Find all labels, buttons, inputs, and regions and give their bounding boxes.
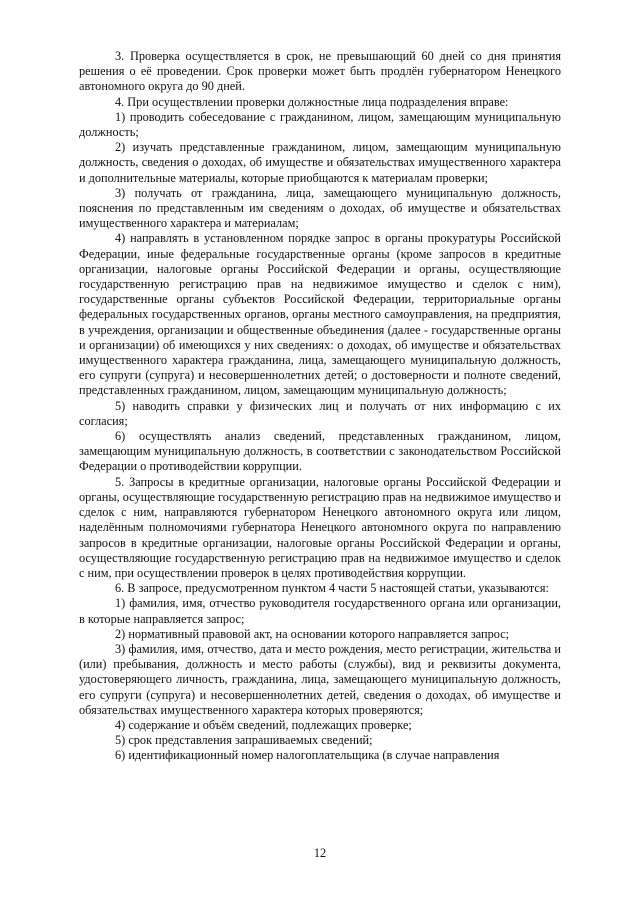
paragraph: 2) изучать представленные гражданином, лицом, замещающим муниципальную должность, сведения о доходах, об имуществе и обязательствах имущественного характера и дополнительные материалы, которые приобщаются к материалам проверки; xyxy=(79,140,561,185)
paragraph: 5) наводить справки у физических лиц и получать от них информацию с их согласия; xyxy=(79,398,561,428)
paragraph: 6. В запросе, предусмотренном пунктом 4 части 5 настоящей статьи, указываются: xyxy=(115,581,549,596)
paragraph: 1) фамилия, имя, отчество руководителя государственного органа или организации, в которые направляется запрос; xyxy=(79,596,561,626)
paragraph: 4) направлять в установленном порядке запрос в органы прокуратуры Российской Федерации, иные федеральные государственные органы (кроме запросов в кредитные организации, налоговые органы Российской Федерации и органы, осуществляющие государственную регистрацию прав на недвижимое имущество и сделок с ним), государственные органы субъектов Российской Федерации, территориальные органы федеральных государственных органов, органы местного самоуправления, на предприятия, в учреждения, организации и общественные объединения (далее - государственные органы и организации) об имеющихся у них сведениях: о доходах, об имуществе и обязательствах имущественного характера гражданина, лица, замещающего муниципальную должность, его супруги (супруга) и несовершеннолетних детей; о достоверности и полноте сведений, представленных гражданином, лицом, замещающим муниципальную должность; xyxy=(79,231,561,398)
paragraph: 5) срок представления запрашиваемых сведений; xyxy=(115,733,373,748)
paragraph: 6) осуществлять анализ сведений, представленных гражданином, лицом, замещающим муниципальную должность, в соответствии с законодательством Российской Федерации о противодействии коррупции. xyxy=(79,429,561,474)
paragraph: 3. Проверка осуществляется в срок, не превышающий 60 дней со дня принятия решения о её проведении. Срок проверки может быть продлён губернатором Ненецкого автономного округа до 90 дней. xyxy=(79,49,561,94)
paragraph: 2) нормативный правовой акт, на основании которого направляется запрос; xyxy=(115,626,510,641)
paragraph: 6) идентификационный номер налогоплательщика (в случае направления xyxy=(115,748,500,763)
paragraph: 3) фамилия, имя, отчество, дата и место рождения, место регистрации, жительства и (или) пребывания, должность и место работы (службы), вид и реквизиты документа, удостоверяющего личность, гражданина, лица, замещающего муниципальную должность, его супруги (супруга) и несовершеннолетних детей, сведения о доходах, об имуществе и обязательствах имущественного характера которых проверяются; xyxy=(79,641,561,717)
paragraph: 4. При осуществлении проверки должностные лица подразделения вправе: xyxy=(115,94,509,109)
paragraph: 4) содержание и объём сведений, подлежащих проверке; xyxy=(115,717,412,732)
paragraph: 1) проводить собеседование с гражданином, лицом, замещающим муниципальную должность; xyxy=(79,109,561,140)
page-number: 12 xyxy=(313,846,327,860)
paragraph: 5. Запросы в кредитные организации, налоговые органы Российской Федерации и органы, осуществляющие государственную регистрацию прав на недвижимое имущество и сделок с ним, направляются губернатором Ненецкого автономного округа или лицом, наделённым полномочиями губернатора Ненецкого автономного округа по направлению запросов в кредитные организации, налоговые органы Российской Федерации и органы, осуществляющие государственную регистрацию прав на недвижимое имущество и сделок с ним, при осуществлении проверок в целях противодействия коррупции. xyxy=(79,474,561,580)
document-page xyxy=(79,49,561,849)
paragraph: 3) получать от гражданина, лица, замещающего муниципальную должность, пояснения по представленным им сведениям о доходах, об имуществе и обязательствах имущественного характера и материалам; xyxy=(79,185,561,231)
